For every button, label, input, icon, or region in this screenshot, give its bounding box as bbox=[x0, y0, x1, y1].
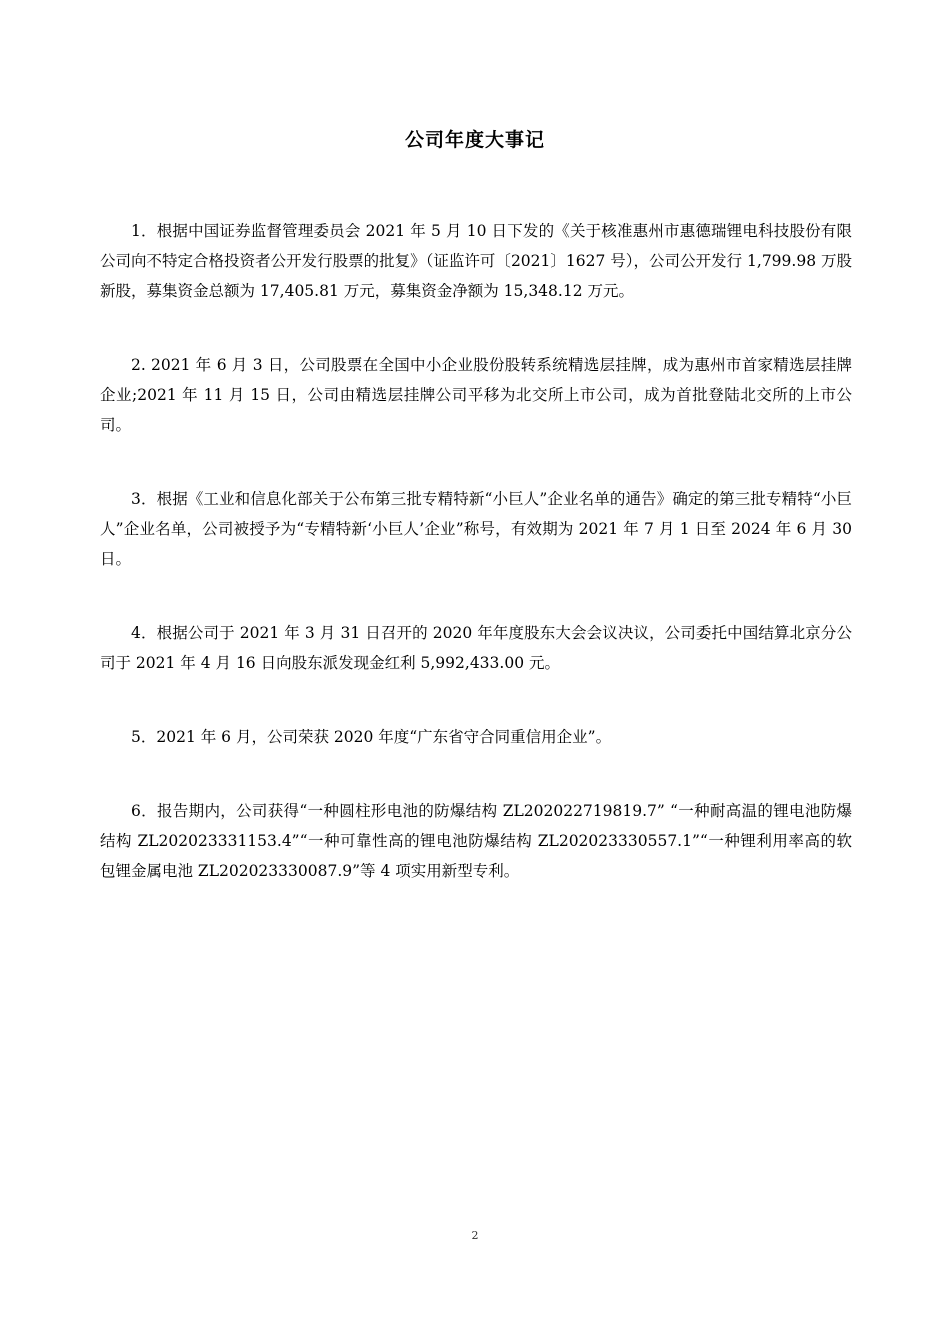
paragraph-1: 1．根据中国证券监督管理委员会 2021 年 5 月 10 日下发的《关于核准惠州市惠德瑞锂电科技股份有限公司向不特定合格投资者公开发行股票的批复》（证监许可〔2021〕1627 号），公司公开发行 1,799.98 万股新股，募集资金总额为 17,405.81 万元，募集资金净额为 15,348.12 万元。 bbox=[100, 222, 852, 300]
paragraph-5: 5．2021 年 6 月，公司荣获 2020 年度“广东省守合同重信用企业”。 bbox=[131, 728, 612, 746]
paragraph-3: 3．根据《工业和信息化部关于公布第三批专精特新“小巨人”企业名单的通告》确定的第三批专精特“小巨人”企业名单，公司被授予为“专精特新‘小巨人’企业”称号，有效期为 2021 年 7 月 1 日至 2024 年 6 月 30 日。 bbox=[100, 490, 852, 568]
paragraph-2: 2. 2021 年 6 月 3 日，公司股票在全国中小企业股份股转系统精选层挂牌，成为惠州市首家精选层挂牌企业;2021 年 11 月 15 日，公司由精选层挂牌公司平移为北交所上市公司，成为首批登陆北交所的上市公司。 bbox=[100, 356, 852, 434]
document-body bbox=[100, 216, 852, 930]
page-number: 2 bbox=[471, 1229, 479, 1242]
paragraph-4: 4．根据公司于 2021 年 3 月 31 日召开的 2020 年年度股东大会会议决议，公司委托中国结算北京分公司于 2021 年 4 月 16 日向股东派发现金红利 5,992,433.00 元。 bbox=[100, 624, 852, 672]
page-title: 公司年度大事记 bbox=[404, 129, 545, 151]
paragraph-6: 6．报告期内，公司获得“一种圆柱形电池的防爆结构 ZL202022719819.7” “一种耐高温的锂电池防爆结构 ZL202023331153.4”“一种可靠性高的锂电池防爆结构 ZL202023330557.1”“一种锂利用率高的软包锂金属电池 ZL202023330087.9”等 4 项实用新型专利。 bbox=[100, 802, 852, 880]
